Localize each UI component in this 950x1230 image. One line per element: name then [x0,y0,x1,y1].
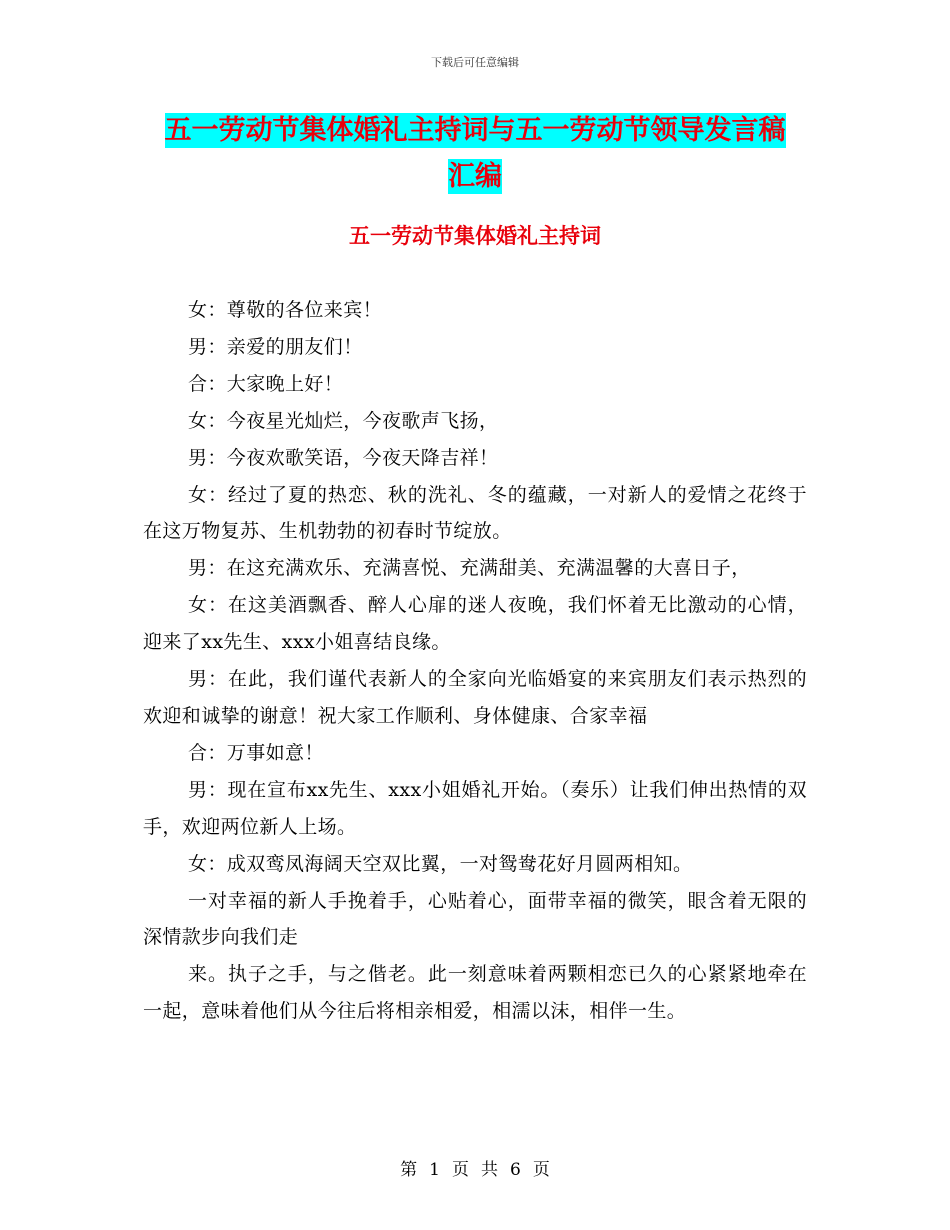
document-title-line1: 五一劳动节集体婚礼主持词与五一劳动节领导发言稿 [164,115,786,146]
document-title-line2: 汇编 [448,161,502,192]
paragraph: 男：在这充满欢乐、充满喜悦、充满甜美、充满温馨的大喜日子， [188,557,751,580]
paragraph: 男：现在宣布xx先生、xxx小姐婚礼开始。（奏乐）让我们伸出热情的双手，欢迎两位新人上场。 [143,778,807,838]
paragraph: 合：万事如意！ [188,741,324,764]
page-label-prefix: 第 [400,1160,418,1180]
paragraph: 合：大家晚上好！ [188,372,344,395]
paragraph: 女：在这美酒飘香、醉人心扉的迷人夜晚，我们怀着无比激动的心情，迎来了xx先生、xxx小姐喜结良缘。 [143,594,807,654]
header-note: 下载后可任意编辑 [431,56,519,69]
paragraph: 男：在此，我们谨代表新人的全家向光临婚宴的来宾朋友们表示热烈的欢迎和诚挚的谢意！祝大家工作顺利、身体健康、合家幸福 [143,668,807,727]
section-title: 五一劳动节集体婚礼主持词 [349,224,601,248]
page-total-prefix: 共 [481,1160,498,1180]
page-current: 1 [429,1160,440,1180]
page-label-middle: 页 [452,1160,469,1180]
page-total-suffix: 页 [532,1160,550,1180]
paragraph: 女：经过了夏的热恋、秋的洗礼、冬的蕴藏，一对新人的爱情之花终于在这万物复苏、生机勃勃的初春时节绽放。 [143,483,807,543]
paragraph: 女：尊敬的各位来宾！ [188,299,383,321]
document-title [140,108,810,200]
paragraph: 男：亲爱的朋友们！ [188,335,363,358]
document-body [143,292,807,1030]
page-total: 6 [510,1160,521,1180]
page-footer [0,1155,950,1180]
paragraph: 女：今夜星光灿烂，今夜歌声飞扬， [188,409,499,432]
paragraph: 女：成双鸾凤海阔天空双比翼，一对鸳鸯花好月圆两相知。 [188,852,693,875]
paragraph: 来。执子之手，与之偕老。此一刻意味着两颗相恋已久的心紧紧地牵在一起，意味着他们从今往后将相亲相爱，相濡以沫，相伴一生。 [143,963,807,1023]
paragraph: 一对幸福的新人手挽着手，心贴着心，面带幸福的微笑，眼含着无限的深情款步向我们走 [143,889,807,949]
paragraph: 男：今夜欢歌笑语，今夜天降吉祥！ [188,446,499,469]
